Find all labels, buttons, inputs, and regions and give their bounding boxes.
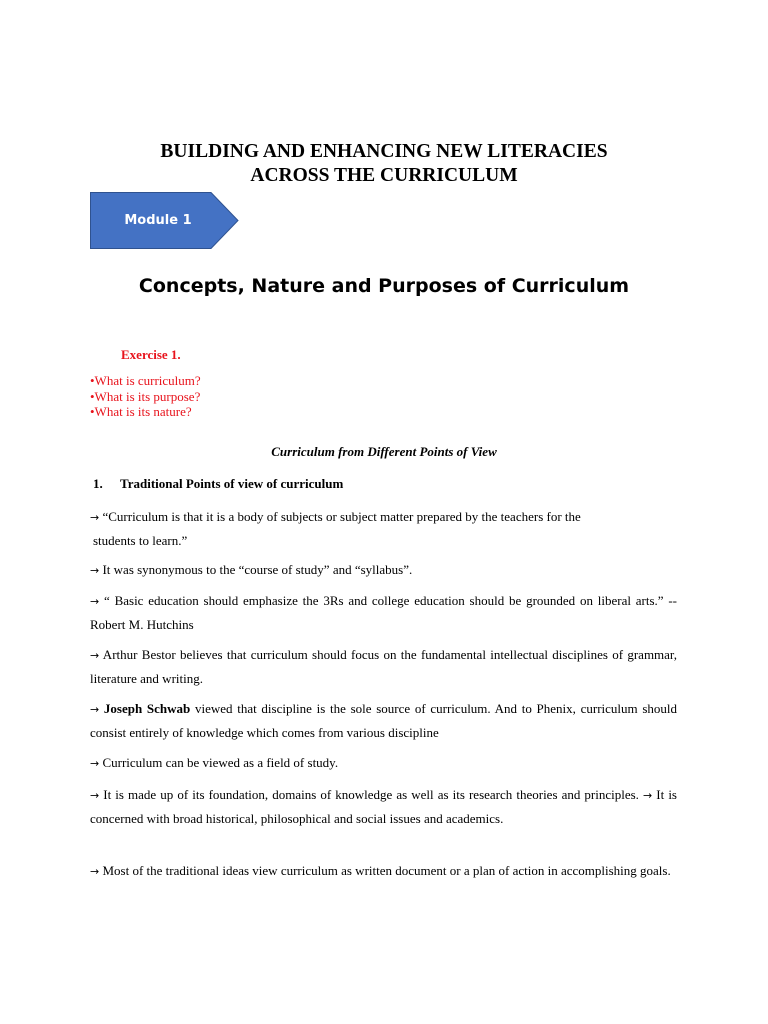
- paragraph-text: “Curriculum is that it is a body of subjects or subject matter prepared by the teachers for the: [99, 509, 581, 524]
- module-label: Module 1: [124, 213, 192, 228]
- exercise-question: •What is curriculum?: [90, 373, 201, 388]
- arrow-icon: →: [90, 564, 100, 577]
- paragraph-text: It is concerned with broad historical, philosophical and social issues and academics.: [90, 787, 677, 826]
- exercise-question-list: [90, 373, 201, 420]
- arrow-icon: →: [90, 865, 100, 878]
- paragraph-text: Most of the traditional ideas view curriculum as written document or a plan of action in accomplishing goals.: [99, 863, 671, 878]
- paragraph-schwab: [90, 697, 677, 744]
- arrow-icon: →: [90, 703, 100, 716]
- paragraph-foundation: [90, 783, 677, 830]
- module-subtitle: Concepts, Nature and Purposes of Curriculum: [138, 275, 630, 297]
- paragraph-text: viewed that discipline is the sole source of curriculum. And to Phenix, curriculum should consist entirely of knowledge which comes from various discipline: [90, 701, 678, 740]
- document-title-line2: ACROSS THE CURRICULUM: [250, 165, 518, 186]
- paragraph-line: students to learn.”: [93, 533, 188, 548]
- paragraph-bold-name: Joseph Schwab: [103, 701, 191, 716]
- paragraph-line: [90, 505, 677, 529]
- arrow-icon: →: [90, 649, 100, 662]
- section-heading: Curriculum from Different Points of View: [271, 444, 497, 459]
- paragraph-bestor: [90, 643, 677, 690]
- paragraph-text: It was synonymous to the “course of study” and “syllabus”.: [99, 562, 413, 577]
- document-title-line1: BUILDING AND ENHANCING NEW LITERACIES: [160, 141, 608, 162]
- arrow-icon: →: [90, 757, 100, 770]
- paragraph-synonymous: [90, 558, 677, 582]
- arrow-icon: →: [90, 511, 100, 524]
- arrow-icon: →: [643, 789, 653, 802]
- exercise-title: Exercise 1.: [121, 347, 181, 362]
- paragraph-text: Arthur Bestor believes that curriculum should focus on the fundamental intellectual disciplines of grammar, literature and writing.: [90, 647, 677, 686]
- paragraph-text: It is made up of its foundation, domains of knowledge as well as its research theories and principles.: [99, 787, 644, 802]
- paragraph-field-of-study: [90, 751, 677, 775]
- arrow-icon: →: [90, 595, 100, 608]
- point-heading-text: Traditional Points of view of curriculum: [120, 476, 344, 491]
- point-heading: [93, 475, 343, 493]
- module-badge: [90, 192, 240, 249]
- paragraph-text: “ Basic education should emphasize the 3Rs and college education should be grounded on liberal arts.” -- Robert M. Hutchins: [90, 593, 677, 632]
- paragraph-text: Curriculum can be viewed as a field of study.: [99, 755, 339, 770]
- paragraph-hutchins-quote: [90, 589, 677, 636]
- exercise-question: •What is its nature?: [90, 404, 192, 419]
- paragraph-curriculum-body-of-subjects: [90, 505, 677, 552]
- exercise-question: •What is its purpose?: [90, 388, 201, 404]
- point-number: 1.: [93, 476, 103, 491]
- arrow-icon: →: [90, 789, 100, 802]
- paragraph-written-document: [90, 859, 677, 883]
